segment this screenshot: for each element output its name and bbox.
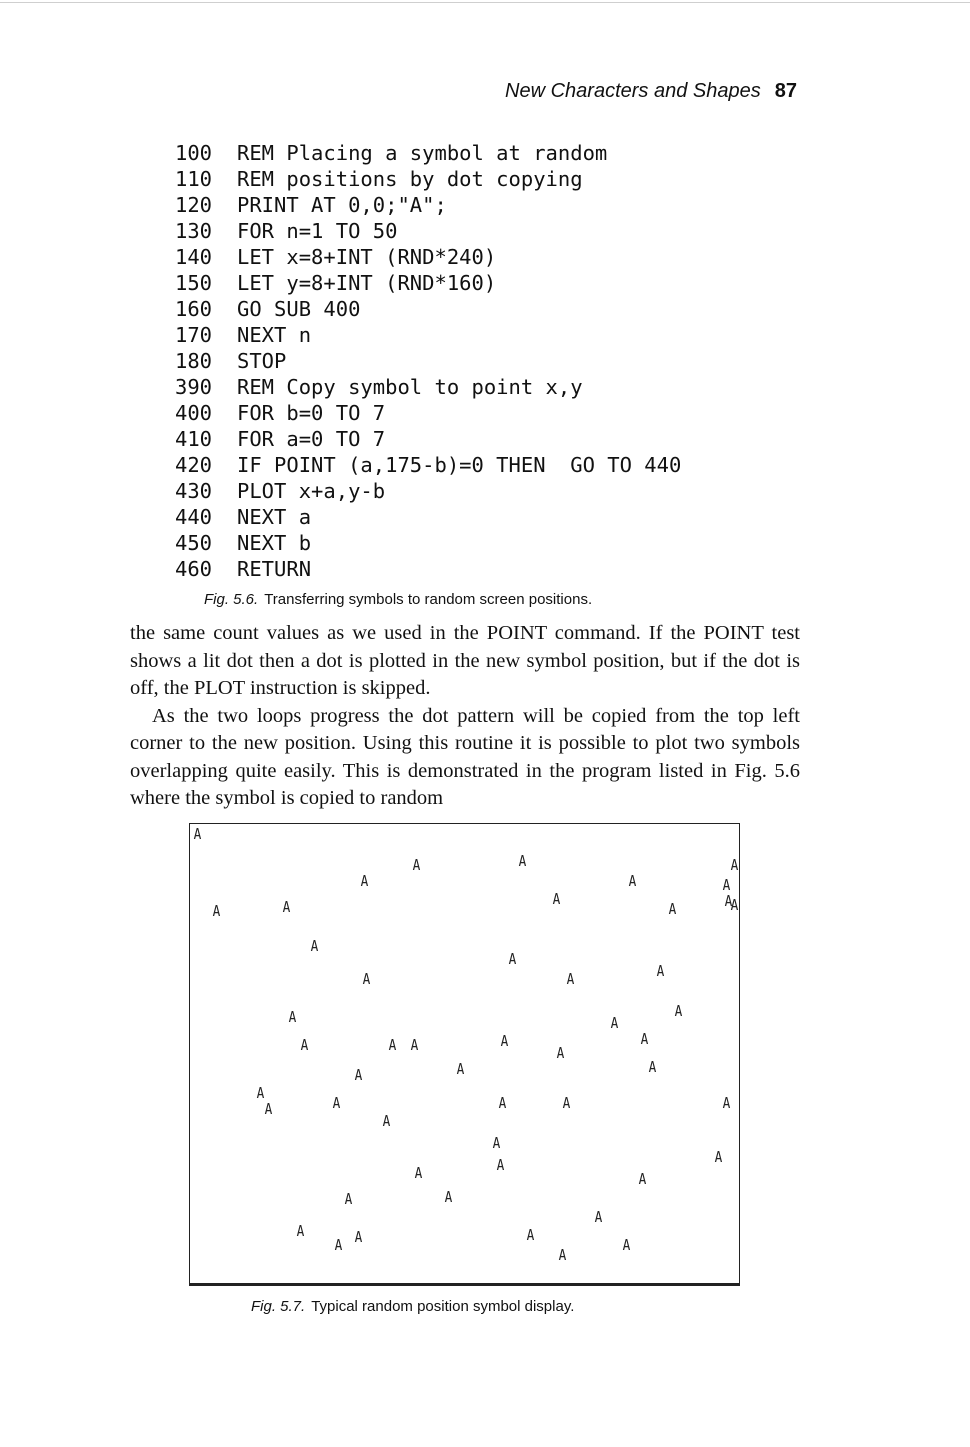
screen-symbol: A [518,852,527,870]
code-line [175,244,681,270]
screen-symbol: A [562,1094,571,1112]
line-number: 150 [175,271,213,295]
screen-symbol: A [496,1156,505,1174]
screen-symbol: A [498,1094,507,1112]
line-number: 170 [175,323,213,347]
screen-symbol: A [640,1030,649,1048]
code-text: STOP [237,349,287,373]
screen-symbol: A [622,1236,631,1254]
screen-symbol: A [412,856,421,874]
line-number: 100 [175,141,213,165]
code-line [175,322,681,348]
figure-label: Fig. 5.7. [251,1298,306,1315]
screen-symbol: A [382,1112,391,1130]
screen-symbol: A [638,1170,647,1188]
line-number: 160 [175,297,213,321]
line-number: 110 [175,167,213,191]
screen-symbol: A [332,1094,341,1112]
code-line [175,400,681,426]
code-text: NEXT n [237,323,312,347]
screen-symbol: A [594,1208,603,1226]
screen-symbol: A [508,950,517,968]
code-text: PRINT AT 0,0;"A"; [237,193,447,217]
line-number: 420 [175,453,213,477]
screen-symbol: A [730,856,739,874]
screen-symbol: A [648,1058,657,1076]
screen-symbol: A [354,1228,363,1246]
screen-symbol: A [456,1060,465,1078]
code-text: LET y=8+INT (RND*160) [237,271,497,295]
screen-symbol: A [296,1222,305,1240]
code-line [175,504,681,530]
code-text: REM positions by dot copying [237,167,583,191]
screen-symbol: A [410,1036,419,1054]
line-number: 460 [175,557,213,581]
code-text: FOR n=1 TO 50 [237,219,398,243]
screen-symbol: A [500,1032,509,1050]
line-number: 430 [175,479,213,503]
screen-symbol: A [722,1094,731,1112]
code-text: REM Copy symbol to point x,y [237,375,583,399]
code-line [175,166,681,192]
screen-symbol: A [722,876,731,894]
paragraph: As the two loops progress the dot pattern will be copied from the top left corner to the new position. Using this routine it is possible to plot two symbols overlapping quite easily. This is demonstrated in the program listed in Fig. 5.6 where the symbol is copied to random [130,704,800,809]
line-number: 180 [175,349,213,373]
code-line [175,478,681,504]
line-number: 450 [175,531,213,555]
screen-symbol: A [628,872,637,890]
line-number: 390 [175,375,213,399]
body-text [130,620,800,813]
page-top-rule [0,2,970,3]
code-text: FOR b=0 TO 7 [237,401,386,425]
code-text: RETURN [237,557,312,581]
line-number: 130 [175,219,213,243]
screen-symbol: A [668,900,677,918]
code-line [175,556,681,582]
screen-symbol: A [300,1036,309,1054]
code-text: LET x=8+INT (RND*240) [237,245,497,269]
figure-caption-text: Typical random position symbol display. [311,1298,575,1315]
screen-symbol: A [264,1100,273,1118]
code-text: NEXT a [237,505,312,529]
figure-5-6-caption [204,591,592,608]
code-text: GO SUB 400 [237,297,361,321]
code-line [175,218,681,244]
code-line [175,530,681,556]
figure-label: Fig. 5.6. [204,591,259,608]
screen-symbol: A [354,1066,363,1084]
code-line [175,374,681,400]
line-number: 410 [175,427,213,451]
code-line [175,296,681,322]
code-line [175,140,681,166]
code-line [175,426,681,452]
screen-symbol: A [388,1036,397,1054]
screen-symbol: A [526,1226,535,1244]
code-text: IF POINT (a,175-b)=0 THEN GO TO 440 [237,453,682,477]
screen-symbol: A [444,1188,453,1206]
screen-symbol: A [730,896,739,914]
code-line [175,452,681,478]
line-number: 440 [175,505,213,529]
code-text: PLOT x+a,y-b [237,479,386,503]
screen-symbol: A [334,1236,343,1254]
screen-symbol: A [558,1246,567,1264]
random-symbol-screen [189,823,740,1286]
running-head-title: New Characters and Shapes [505,80,761,102]
line-number: 120 [175,193,213,217]
screen-symbol: A [556,1044,565,1062]
page-number: 87 [774,80,797,102]
screen-symbol: A [288,1008,297,1026]
screen-symbol: A [414,1164,423,1182]
screen-symbol: A [724,892,733,910]
screen-symbol: A [362,970,371,988]
screen-symbol: A [552,890,561,908]
screen-symbol: A [256,1084,265,1102]
screen-symbol: A [310,937,319,955]
screen-symbol: A [360,872,369,890]
paragraph: the same count values as we used in the POINT command. If the POINT test shows a lit dot then a dot is plotted in the new symbol position, but if the dot is off, the PLOT instruction is skipped. [130,622,800,699]
code-text: NEXT b [237,531,312,555]
code-line [175,348,681,374]
screen-symbol: A [656,962,665,980]
screen-symbol: A [492,1134,501,1152]
screen-symbol: A [674,1002,683,1020]
screen-symbol: A [344,1190,353,1208]
screen-symbol: A [610,1014,619,1032]
code-line [175,270,681,296]
screen-symbol: A [282,898,291,916]
figure-5-7-caption [251,1298,574,1315]
screen-symbol: A [212,902,221,920]
basic-program-listing [175,140,681,582]
screen-symbol: A [714,1148,723,1166]
code-text: REM Placing a symbol at random [237,141,608,165]
screen-symbol: A [566,970,575,988]
screen-symbol: A [193,825,202,843]
line-number: 400 [175,401,213,425]
figure-caption-text: Transferring symbols to random screen positions. [264,591,593,608]
code-text: FOR a=0 TO 7 [237,427,386,451]
line-number: 140 [175,245,213,269]
code-line [175,192,681,218]
running-head [130,80,797,103]
